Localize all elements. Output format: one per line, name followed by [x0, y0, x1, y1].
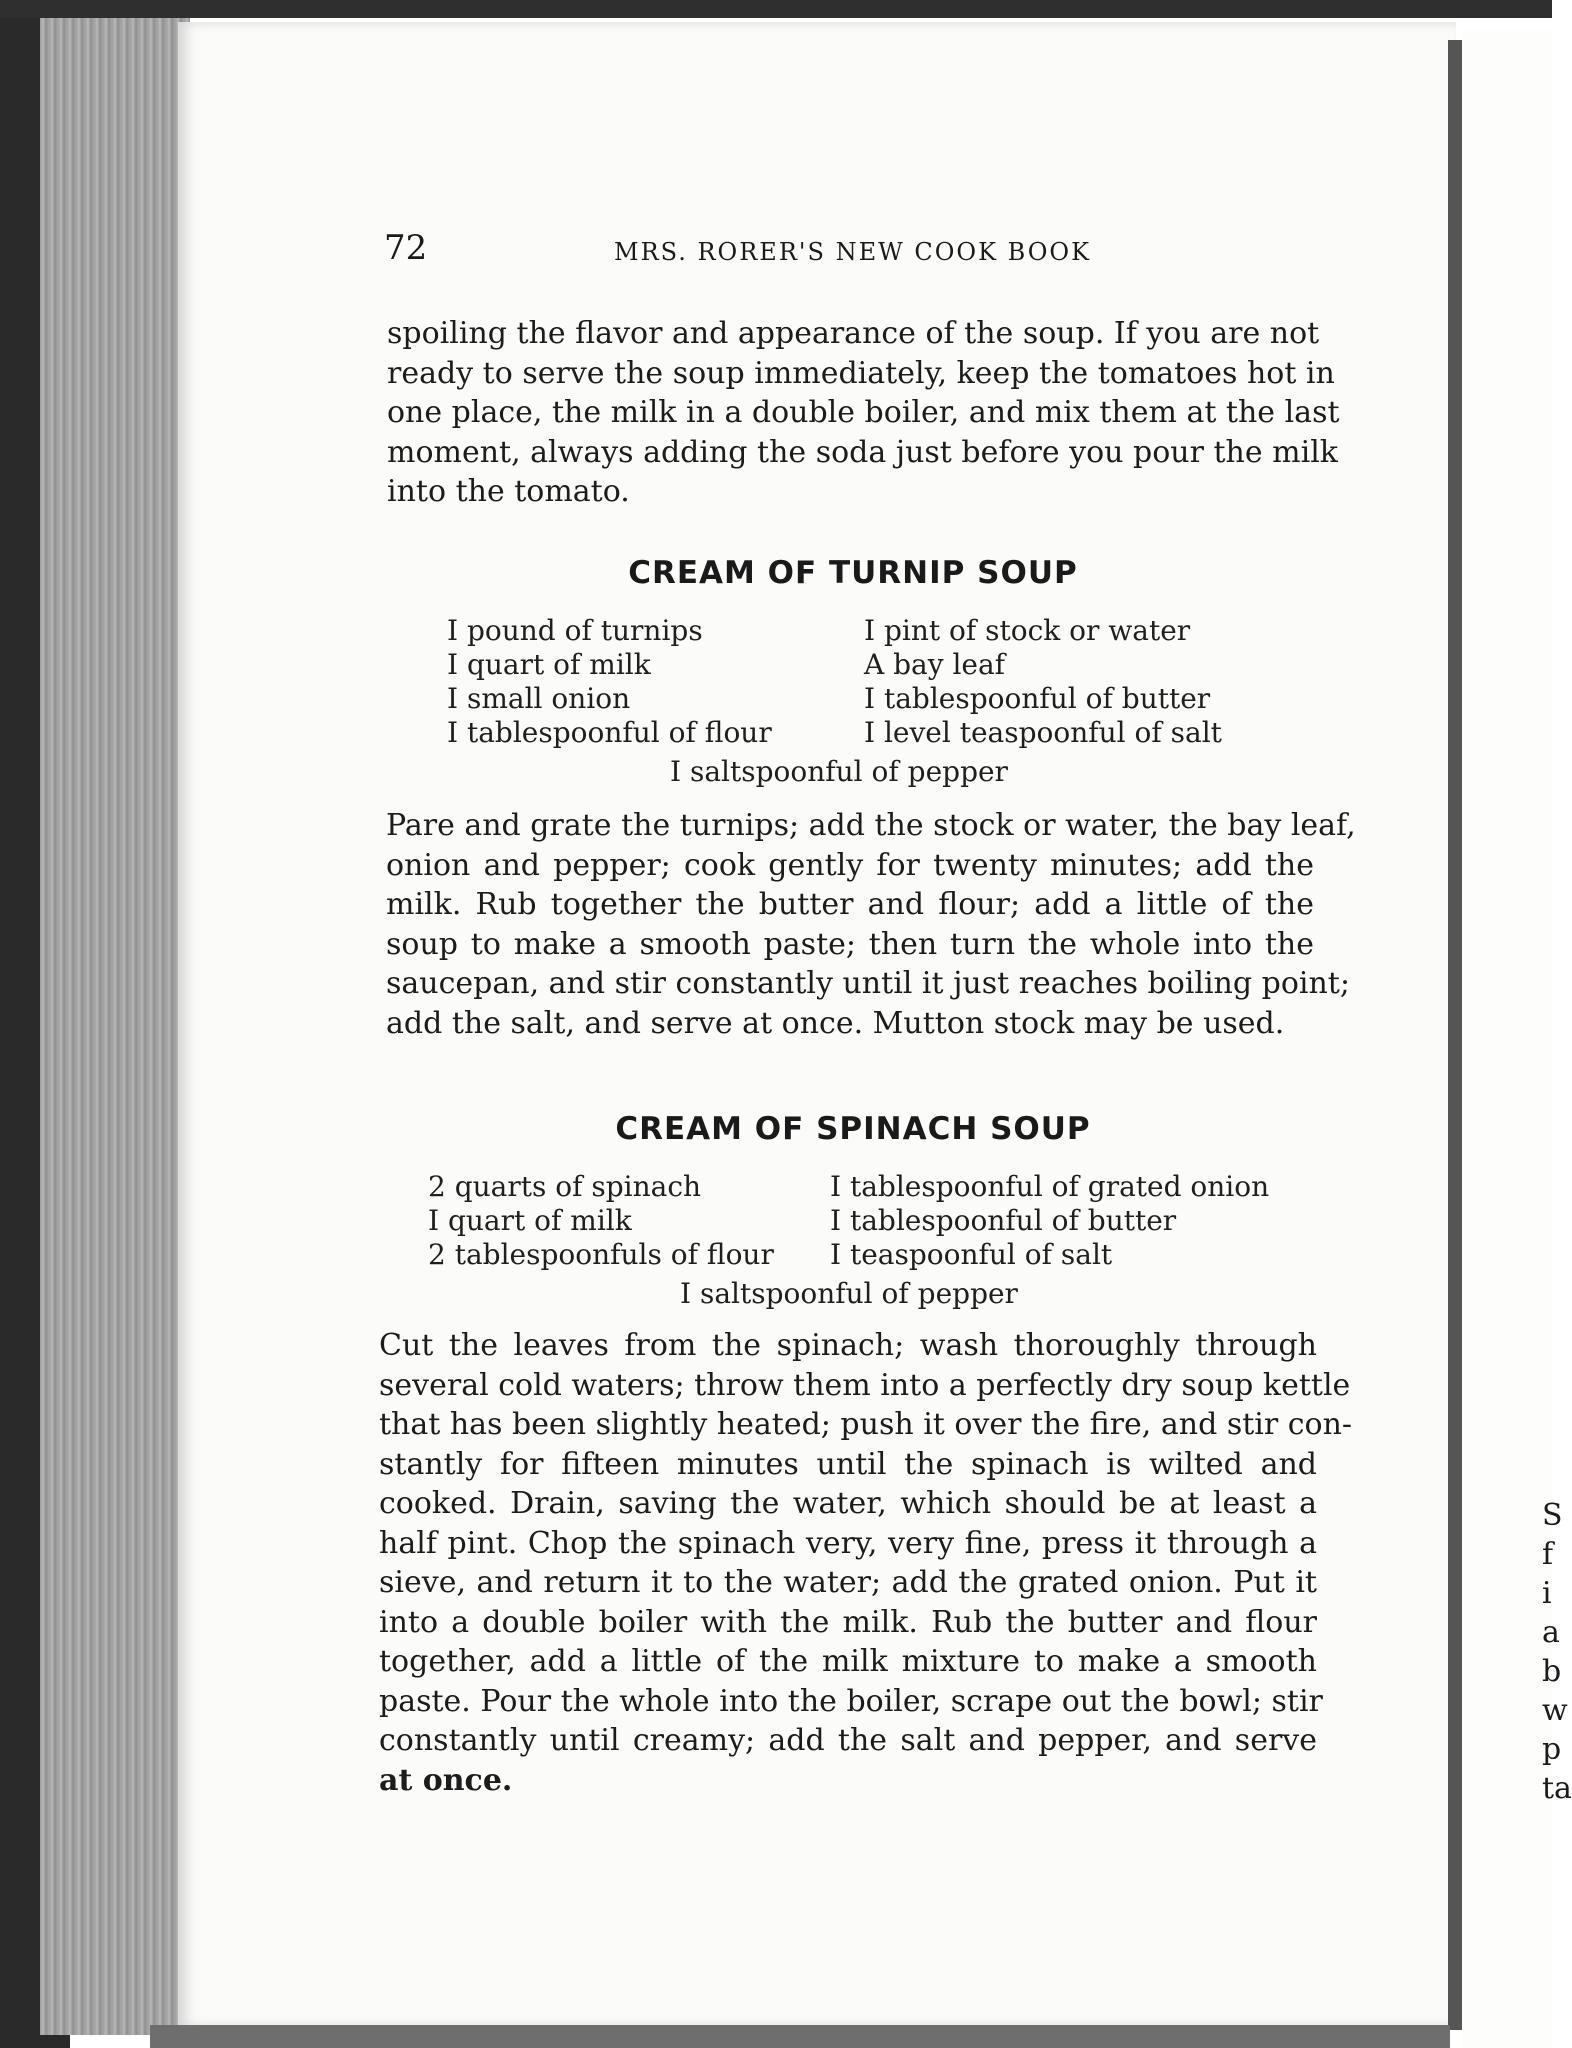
ingredient-item: A bay leaf — [864, 648, 1006, 681]
facing-page-fragment: b — [1542, 1654, 1562, 1689]
top-shadow — [0, 0, 1552, 18]
turnip-ingredients-left — [447, 614, 772, 750]
facing-page-fragment: ta — [1542, 1771, 1572, 1806]
text-line: Cut the leaves from the spinach; wash thoroughly through — [379, 1328, 1317, 1363]
text-line: sieve, and return it to the water; add the grated onion. Put it — [379, 1565, 1317, 1600]
turnip-method — [386, 806, 1356, 1043]
text-line: saucepan, and stir constantly until it just reaches boiling point; — [386, 966, 1350, 1001]
turnip-ingredients-right — [864, 614, 1222, 750]
ingredient-item: I tablespoonful of butter — [864, 682, 1211, 715]
ingredient-item: I level teaspoonful of salt — [864, 716, 1222, 749]
ingredient-item: I pint of stock or water — [864, 614, 1191, 647]
spinach-ingredients-left — [428, 1170, 774, 1272]
text-line: one place, the milk in a double boiler, and mix them at the last — [387, 395, 1340, 430]
text-line: milk. Rub together the butter and flour; add a little of the — [386, 887, 1314, 922]
ingredient-item: I quart of milk — [447, 648, 651, 681]
text-line: into a double boiler with the milk. Rub the butter and flour — [379, 1604, 1317, 1640]
text-line: several cold waters; throw them into a perfectly dry soup kettle — [379, 1367, 1351, 1403]
text-line: moment, always adding the soda just before you pour the milk — [387, 434, 1338, 470]
ingredient-item: I pound of turnips — [447, 614, 703, 647]
text-line: ready to serve the soup immediately, keep the tomatoes hot in — [387, 355, 1335, 391]
facing-page-fragment: i — [1542, 1576, 1552, 1611]
running-head: MRS. RORER'S NEW COOK BOOK — [614, 238, 1092, 266]
text-line: together, add a little of the milk mixture to make a smooth — [379, 1644, 1317, 1679]
spinach-method — [379, 1326, 1353, 1800]
ingredient-item: 2 quarts of spinach — [428, 1170, 702, 1203]
book-gutter — [1448, 40, 1462, 2030]
facing-page-fragment: S — [1542, 1498, 1563, 1533]
text-line: cooked. Drain, saving the water, which should be at least a — [379, 1486, 1317, 1521]
page-number: 72 — [384, 228, 428, 268]
facing-page-fragment: p — [1542, 1732, 1562, 1767]
facing-page-fragment: a — [1542, 1615, 1560, 1650]
page-edges — [40, 15, 190, 2035]
text-line: stantly for fifteen minutes until the spinach is wilted and — [379, 1446, 1317, 1482]
turnip-ingredient-center: I saltspoonful of pepper — [670, 755, 1008, 788]
ingredient-item: I tablespoonful of grated onion — [830, 1170, 1270, 1203]
text-line: soup to make a smooth paste; then turn the whole into the — [386, 926, 1314, 962]
text-line: half pint. Chop the spinach very, very fine, press it through a — [379, 1525, 1317, 1561]
text-line: onion and pepper; cook gently for twenty minutes; add the — [386, 847, 1314, 883]
spinach-ingredient-center: I saltspoonful of pepper — [680, 1277, 1018, 1310]
ingredient-item: 2 tablespoonfuls of flour — [428, 1238, 774, 1271]
text-line: into the tomato. — [387, 474, 630, 509]
ingredient-item: I tablespoonful of butter — [830, 1204, 1177, 1237]
intro-paragraph — [387, 314, 1340, 512]
page-header — [384, 228, 1144, 278]
text-line: paste. Pour the whole into the boiler, scrape out the bowl; stir — [379, 1683, 1323, 1719]
text-line: that has been slightly heated; push it over the fire, and stir con- — [379, 1407, 1353, 1442]
turnip-soup-title: CREAM OF TURNIP SOUP — [628, 555, 1078, 591]
ingredient-item: I small onion — [447, 682, 631, 715]
ingredient-item: I quart of milk — [428, 1204, 632, 1237]
spinach-soup-title: CREAM OF SPINACH SOUP — [615, 1111, 1091, 1147]
facing-page — [1462, 30, 1552, 2048]
text-line: add the salt, and serve at once. Mutton stock may be used. — [386, 1005, 1285, 1041]
text-line: constantly until creamy; add the salt and pepper, and serve — [379, 1723, 1317, 1758]
facing-page-fragment: f — [1542, 1537, 1554, 1572]
bottom-edge — [150, 2025, 1450, 2048]
text-line: Pare and grate the turnips; add the stock or water, the bay leaf, — [386, 808, 1356, 843]
spinach-ingredients-right — [830, 1170, 1269, 1272]
ingredient-item: I tablespoonful of flour — [447, 716, 772, 749]
facing-page-fragment: w — [1542, 1693, 1568, 1728]
text-line: spoiling the flavor and appearance of the soup. If you are not — [387, 316, 1320, 351]
ingredient-item: I teaspoonful of salt — [830, 1238, 1113, 1271]
text-line: at once. — [379, 1762, 513, 1798]
